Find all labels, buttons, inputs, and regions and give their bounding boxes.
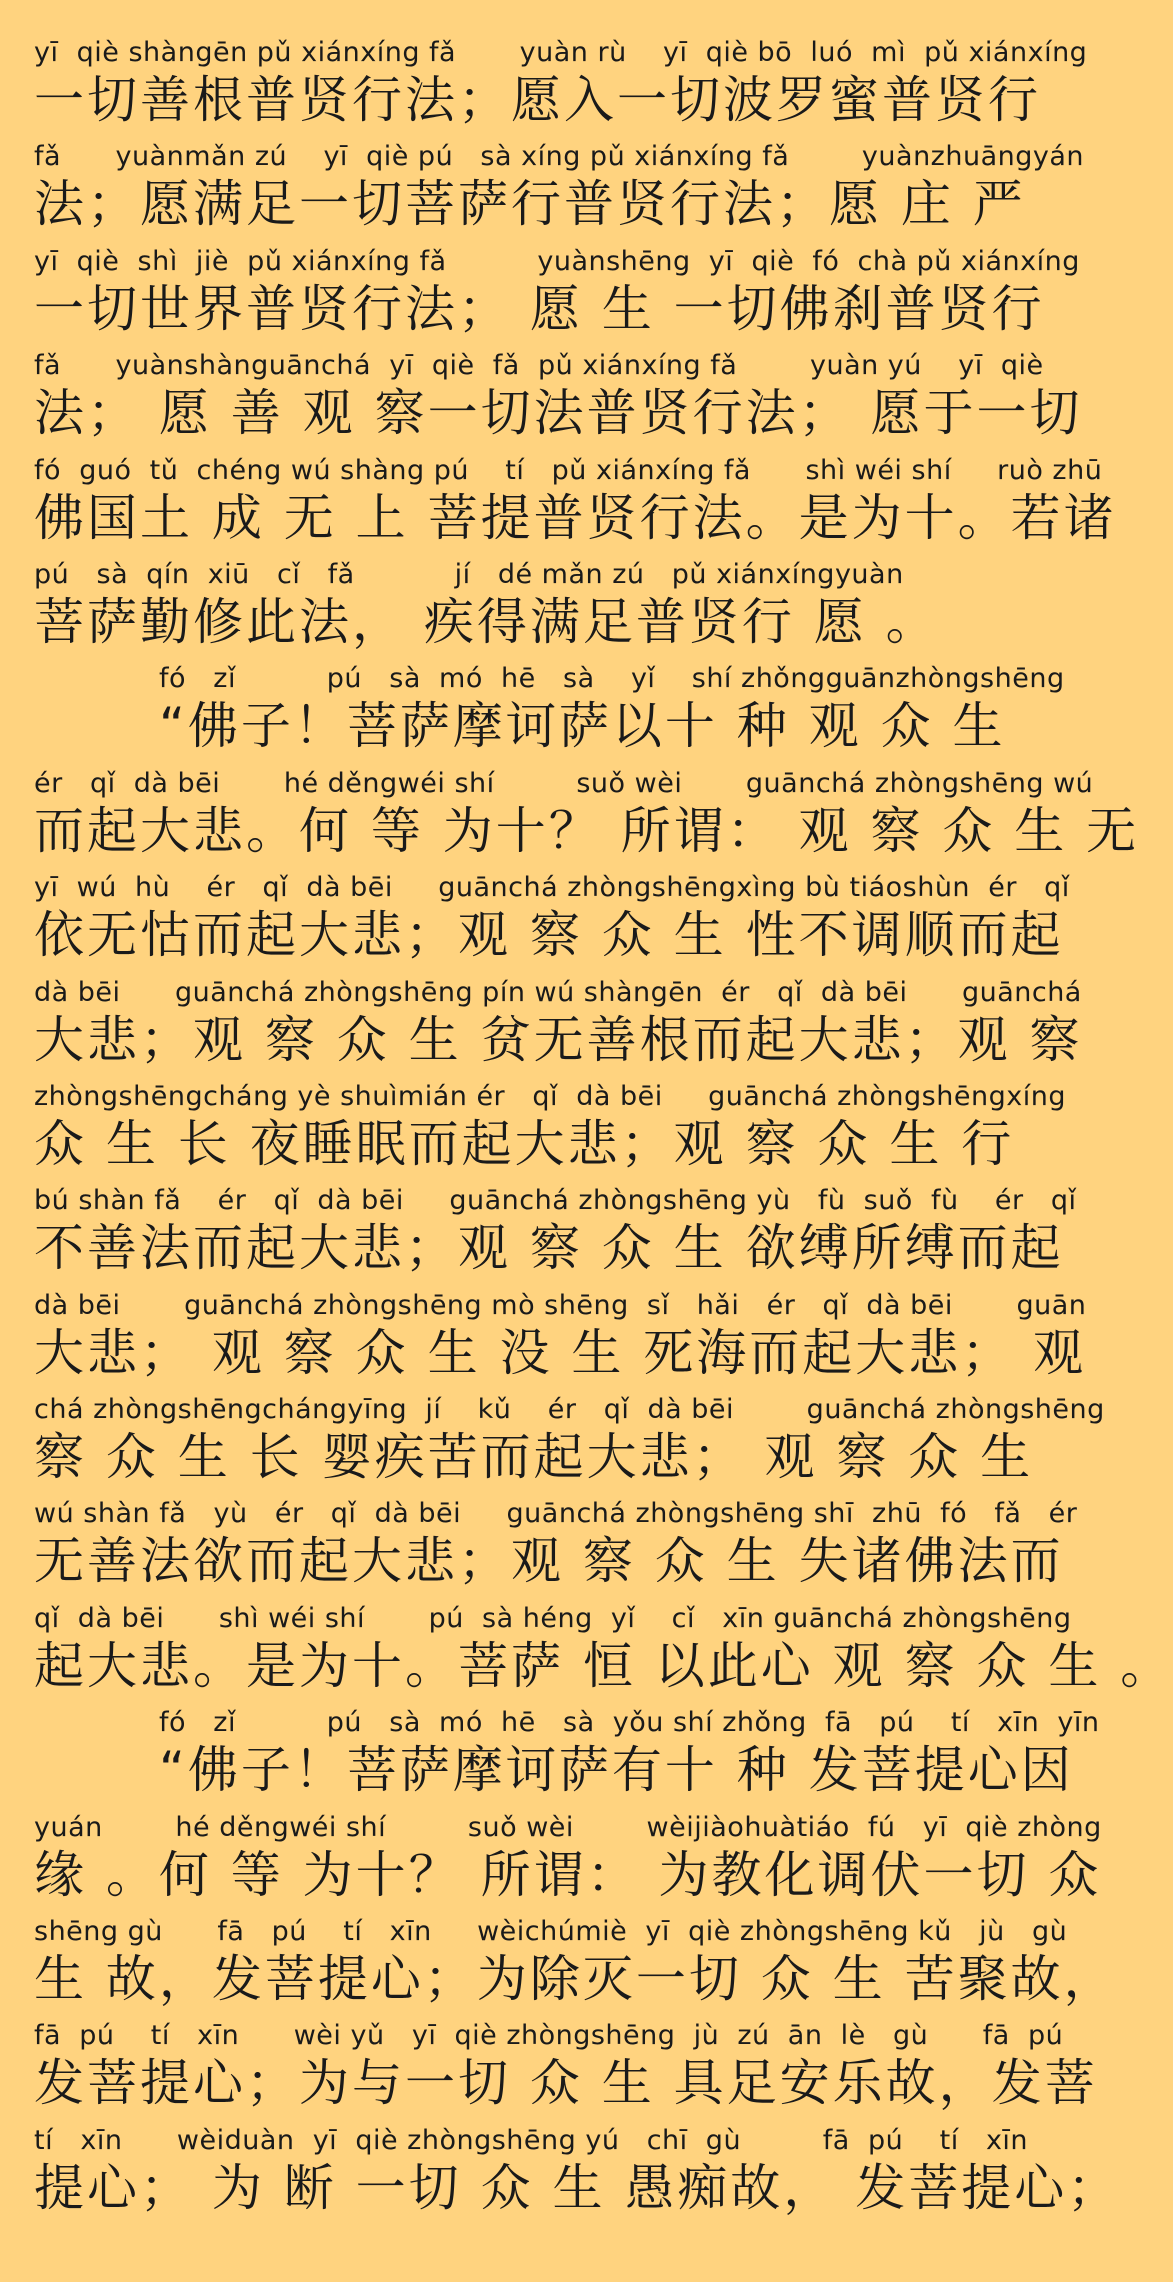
text-line — [34, 245, 1080, 349]
pinyin-annotation: yī qiè shì jiè pǔ xiánxíng fǎ yuànshēng yī qiè fó chà pǔ xiánxíng — [34, 245, 1080, 277]
chinese-text: 而起大悲。何 等 为十？ 所谓： 观 察 众 生 无 — [34, 801, 1140, 860]
text-line — [34, 1393, 1105, 1497]
chinese-text: “佛子！菩萨摩诃萨有十 种 发菩提心因 — [159, 1741, 1074, 1800]
pinyin-annotation: dà bēi guānchá zhòngshēng mò shēng sǐ hǎi ér qǐ dà bēi guān — [34, 1289, 1087, 1321]
text-line — [34, 36, 1088, 140]
chinese-text: 察 众 生 长 婴疾苦而起大悲； 观 察 众 生 — [34, 1428, 1034, 1487]
chinese-text: 无善法欲而起大悲；观 察 众 生 失诸佛法而 — [34, 1532, 1064, 1591]
pinyin-annotation: wú shàn fǎ yù ér qǐ dà bēi guānchá zhòngshēng shī zhū fó fǎ ér — [34, 1498, 1078, 1530]
pinyin-annotation: chá zhòngshēngchángyīng jí kǔ ér qǐ dà bēi guānchá zhòngshēng — [34, 1394, 1105, 1426]
text-line — [34, 140, 1085, 244]
pinyin-annotation: fó zǐ pú sà mó hē sà yǒu shí zhǒng fā pú tí xīn yīn — [159, 1707, 1100, 1739]
text-line — [34, 976, 1083, 1080]
pinyin-annotation: zhòngshēngcháng yè shuìmián ér qǐ dà bēi guānchá zhòngshēngxíng — [34, 1080, 1066, 1112]
text-line — [34, 1289, 1087, 1393]
text-line — [34, 454, 1117, 558]
pinyin-annotation: fā pú tí xīn wèi yǔ yī qiè zhòngshēng jù zú ān lè gù fā pú — [34, 2020, 1064, 2052]
pinyin-annotation: yī wú hù ér qǐ dà bēi guānchá zhòngshēngxìng bù tiáoshùn ér qǐ — [34, 872, 1070, 904]
text-line — [34, 1915, 1117, 2019]
pinyin-annotation: fó guó tǔ chéng wú shàng pú tí pǔ xiánxíng fǎ shì wéi shí ruò zhū — [34, 454, 1103, 486]
text-line — [34, 349, 1083, 453]
pinyin-annotation: shēng gù fā pú tí xīn wèichúmiè yī qiè zhòngshēng kǔ jù gù — [34, 1916, 1068, 1948]
text-line — [34, 767, 1140, 871]
pinyin-annotation: fǎ yuànshànguānchá yī qiè fǎ pǔ xiánxíng fǎ yuàn yú yī qiè — [34, 350, 1044, 382]
pinyin-annotation: tí xīn wèiduàn yī qiè zhòngshēng yú chī gù fā pú tí xīn — [34, 2124, 1029, 2156]
chinese-text: 一切世界普贤行法； 愿 生 一切佛刹普贤行 — [34, 279, 1045, 338]
chinese-text: 起大悲。是为十。菩萨 恒 以此心 观 察 众 生 。 — [34, 1636, 1173, 1695]
chinese-text: “佛子！菩萨摩诃萨以十 种 观 众 生 — [159, 697, 1006, 756]
pinyin-annotation: bú shàn fǎ ér qǐ dà bēi guānchá zhòngshēng yù fù suǒ fù ér qǐ — [34, 1185, 1077, 1217]
pinyin-annotation: fǎ yuànmǎn zú yī qiè pú sà xíng pǔ xiánxíng fǎ yuànzhuāngyán — [34, 141, 1085, 173]
chinese-text: 缘 。何 等 为十？ 所谓： 为教化调伏一切 众 — [34, 1845, 1102, 1904]
text-line — [34, 558, 1046, 662]
chinese-text: 提心； 为 断 一切 众 生 愚痴故， 发菩提心； — [34, 2158, 1121, 2217]
chinese-text: 大悲； 观 察 众 生 没 生 死海而起大悲； 观 — [34, 1323, 1087, 1382]
chinese-text: 一切善根普贤行法；愿入一切波罗蜜普贤行 — [34, 71, 1041, 129]
pinyin-annotation: yuán hé děngwéi shí suǒ wèi wèijiàohuàtiáo fú yī qiè zhòng — [34, 1811, 1102, 1843]
text-line — [34, 1184, 1077, 1288]
text-line — [34, 1497, 1078, 1601]
chinese-text: 依无怙而起大悲；观 察 众 生 性不调顺而起 — [34, 906, 1064, 965]
text-line — [34, 662, 1065, 766]
chinese-text: 生 故，发菩提心；为除灭一切 众 生 苦聚故， — [34, 1950, 1117, 2009]
chinese-text: 不善法而起大悲；观 察 众 生 欲缚所缚而起 — [34, 1219, 1064, 1278]
chinese-text: 发菩提心；为与一切 众 生 具足安乐故，发菩 — [34, 2054, 1098, 2113]
pinyin-annotation: yī qiè shàngēn pǔ xiánxíng fǎ yuàn rù yī qiè bō luó mì pǔ xiánxíng — [34, 37, 1088, 68]
text-line — [34, 871, 1070, 975]
chinese-text: 菩萨勤修此法， 疾得满足普贤行 愿 。 — [34, 592, 939, 651]
text-line — [34, 1602, 1173, 1706]
chinese-text: 佛国土 成 无 上 菩提普贤行法。是为十。若诸 — [34, 488, 1117, 547]
text-line — [34, 1080, 1066, 1184]
text-line — [34, 2019, 1098, 2123]
text-line — [34, 1706, 1100, 1810]
text-line — [34, 1811, 1102, 1915]
pinyin-annotation: fó zǐ pú sà mó hē sà yǐ shí zhǒngguānzhòngshēng — [159, 663, 1065, 695]
pinyin-annotation: pú sà qín xiū cǐ fǎ jí dé mǎn zú pǔ xiánxíngyuàn — [34, 558, 904, 590]
chinese-text: 大悲；观 察 众 生 贫无善根而起大悲；观 察 — [34, 1010, 1083, 1069]
chinese-text: 法；愿满足一切菩萨行普贤行法；愿 庄 严 — [34, 175, 1026, 234]
pinyin-annotation: dà bēi guānchá zhòngshēng pín wú shàngēn ér qǐ dà bēi guānchá — [34, 976, 1082, 1008]
pinyin-annotation: ér qǐ dà bēi hé děngwéi shí suǒ wèi guānchá zhòngshēng wú — [34, 767, 1094, 799]
text-line — [34, 2124, 1121, 2228]
chinese-text: 法； 愿 善 观 察一切法普贤行法； 愿于一切 — [34, 384, 1083, 443]
chinese-text: 众 生 长 夜睡眠而起大悲；观 察 众 生 行 — [34, 1114, 1015, 1173]
pinyin-annotation: qǐ dà bēi shì wéi shí pú sà héng yǐ cǐ xīn guānchá zhòngshēng — [34, 1602, 1072, 1634]
